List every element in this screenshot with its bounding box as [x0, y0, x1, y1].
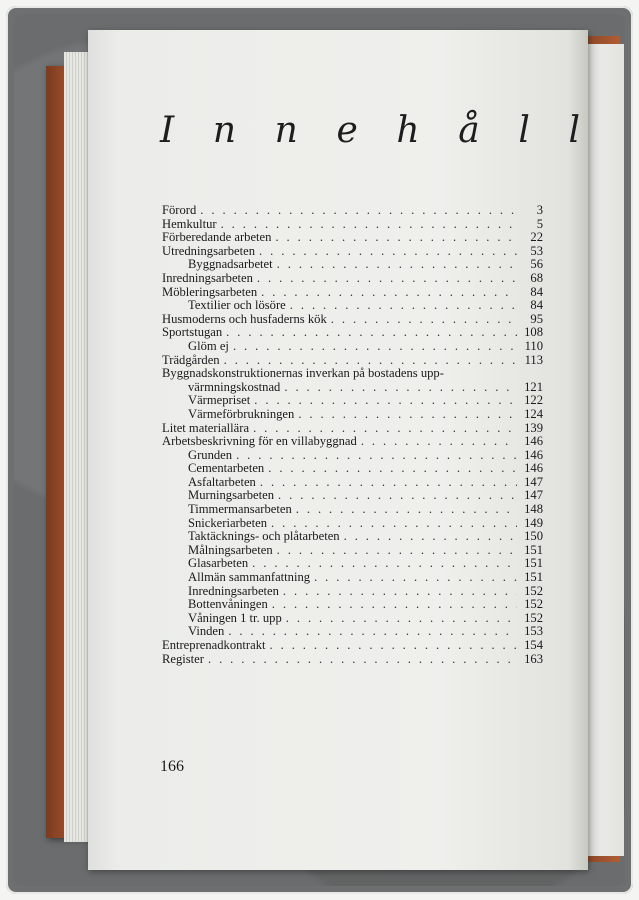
toc-entry	[162, 354, 543, 368]
toc-entry-page: 68	[530, 270, 543, 285]
heading-letter: h	[396, 110, 420, 151]
toc-entry-page: 153	[524, 624, 543, 639]
toc-entry-label: Cementarbeten	[188, 461, 265, 476]
toc-entry	[162, 557, 543, 571]
toc-entry-label: Glasarbeten	[188, 556, 249, 571]
toc-entry-label: Textilier och lösöre	[188, 298, 286, 313]
toc-leader-dots	[270, 639, 517, 653]
toc-entry-label: Sportstugan	[162, 325, 223, 340]
toc-entry-page: 139	[524, 420, 543, 435]
toc-leader-dots	[254, 394, 517, 408]
toc-entry	[162, 408, 543, 422]
toc-entry	[162, 449, 543, 463]
toc-leader-dots	[259, 245, 517, 259]
toc-entry-label: Möbleringsarbeten	[162, 284, 258, 299]
toc-entry	[162, 231, 543, 245]
toc-entry-label: Grunden	[188, 447, 233, 462]
toc-leader-dots	[284, 381, 517, 395]
toc-leader-dots	[296, 503, 517, 517]
toc-entry	[162, 653, 543, 667]
toc-entry	[162, 272, 543, 286]
toc-entry	[162, 476, 543, 490]
heading-letter: n	[212, 110, 237, 151]
toc-entry	[162, 313, 543, 327]
toc-entry-label: Register	[162, 651, 204, 666]
facing-page	[586, 44, 624, 856]
toc-entry-page: 56	[530, 257, 543, 272]
toc-entry-label: Allmän sammanfattning	[188, 570, 311, 585]
toc-entry-page: 95	[530, 311, 543, 326]
toc-entry-page: 121	[524, 379, 543, 394]
toc-leader-dots	[278, 489, 517, 503]
toc-entry	[162, 381, 543, 395]
toc-entry	[162, 544, 543, 558]
table-of-contents	[162, 204, 543, 666]
heading-letter: I	[160, 110, 175, 151]
toc-entry-page: 84	[530, 298, 543, 313]
toc-leader-dots	[277, 258, 517, 272]
toc-leader-dots	[221, 218, 517, 232]
toc-entry-label: värmningskostnad	[188, 379, 281, 394]
toc-leader-dots	[252, 557, 517, 571]
toc-entry-page: 152	[524, 610, 543, 625]
toc-leader-dots	[233, 340, 517, 354]
toc-leader-dots	[361, 435, 517, 449]
toc-entry	[162, 503, 543, 517]
heading-letter: å	[458, 110, 480, 151]
toc-leader-dots	[298, 408, 517, 422]
toc-entry-page: 146	[524, 461, 543, 476]
toc-entry-page: 149	[524, 515, 543, 530]
toc-leader-dots	[331, 313, 517, 327]
toc-entry	[162, 571, 543, 585]
toc-entry	[162, 462, 543, 476]
toc-entry-page: 147	[524, 474, 543, 489]
toc-entry	[162, 367, 543, 381]
toc-entry-label: Förberedande arbeten	[162, 230, 272, 245]
toc-leader-dots	[261, 286, 517, 300]
toc-entry-label: Byggnadskonstruktionernas inverkan på bostadens upp-	[162, 366, 444, 381]
toc-leader-dots	[268, 462, 517, 476]
toc-leader-dots	[200, 204, 517, 218]
toc-entry-page: 148	[524, 502, 543, 517]
heading-letter: l	[518, 110, 530, 151]
toc-entry	[162, 625, 543, 639]
toc-entry-page: 122	[524, 393, 543, 408]
toc-entry-page: 163	[524, 651, 543, 666]
toc-entry-page: 124	[524, 406, 543, 421]
toc-leader-dots	[272, 598, 517, 612]
toc-entry	[162, 598, 543, 612]
toc-entry	[162, 245, 543, 259]
toc-entry-page: 151	[524, 570, 543, 585]
toc-entry-label: Bottenvåningen	[188, 597, 268, 612]
toc-entry-page: 154	[524, 638, 543, 652]
toc-leader-dots	[283, 585, 517, 599]
toc-entry-label: Inredningsarbeten	[188, 583, 279, 598]
toc-entry-page: 22	[530, 230, 543, 245]
toc-leader-dots	[228, 625, 517, 639]
toc-leader-dots	[275, 231, 517, 245]
toc-leader-dots	[257, 272, 517, 286]
toc-entry-page: 110	[524, 338, 543, 353]
toc-entry	[162, 218, 543, 232]
toc-leader-dots	[314, 571, 517, 585]
toc-entry-page: 147	[524, 488, 543, 503]
heading-letter: l	[568, 110, 580, 151]
toc-entry	[162, 639, 543, 653]
toc-entry-label: Målningsarbeten	[188, 542, 273, 557]
toc-entry-page: 146	[524, 434, 543, 449]
toc-leader-dots	[226, 326, 517, 340]
toc-entry	[162, 204, 543, 218]
toc-entry-page: 84	[530, 284, 543, 299]
toc-entry	[162, 394, 543, 408]
toc-entry-page: 150	[524, 529, 543, 544]
toc-entry	[162, 489, 543, 503]
toc-entry-label: Värmeförbrukningen	[188, 406, 295, 421]
toc-entry-page: 113	[524, 352, 543, 367]
toc-entry	[162, 286, 543, 300]
toc-entry-label: Inredningsarbeten	[162, 270, 253, 285]
toc-entry-page: 108	[524, 325, 543, 340]
toc-leader-dots	[260, 476, 517, 490]
toc-entry-label: Husmoderns och husfaderns kök	[162, 311, 327, 326]
toc-entry-label: Taktäcknings- och plåtarbeten	[188, 529, 340, 544]
toc-entry-page: 146	[524, 447, 543, 462]
toc-entry	[162, 517, 543, 531]
toc-entry-label: Asfaltarbeten	[188, 474, 256, 489]
toc-entry	[162, 422, 543, 436]
toc-leader-dots	[236, 449, 517, 463]
toc-entry-label: Förord	[162, 203, 197, 217]
toc-entry-label: Murningsarbeten	[188, 488, 275, 503]
page-number: 166	[160, 758, 184, 775]
toc-entry-page: 152	[524, 583, 543, 598]
toc-entry-label: Timmermansarbeten	[188, 502, 292, 517]
toc-leader-dots	[286, 612, 517, 626]
toc-leader-dots	[277, 544, 517, 558]
toc-leader-dots	[271, 517, 517, 531]
toc-entry	[162, 299, 543, 313]
toc-entry	[162, 435, 543, 449]
toc-entry	[162, 612, 543, 626]
toc-entry-label: Värmepriset	[188, 393, 251, 408]
toc-leader-dots	[224, 354, 517, 368]
toc-entry	[162, 258, 543, 272]
toc-entry-label: Byggnadsarbetet	[188, 257, 273, 272]
toc-entry-label: Hemkultur	[162, 216, 217, 231]
toc-entry-label: Glöm ej	[188, 338, 229, 353]
toc-entry-page: 152	[524, 597, 543, 612]
toc-leader-dots	[344, 530, 517, 544]
toc-entry-page: 151	[524, 556, 543, 571]
toc-leader-dots	[208, 653, 517, 667]
toc-entry-label: Trädgården	[162, 352, 220, 367]
toc-entry-page: 151	[524, 542, 543, 557]
toc-entry	[162, 530, 543, 544]
heading-letter: e	[336, 110, 358, 151]
toc-entry	[162, 340, 543, 354]
toc-entry-label: Utredningsarbeten	[162, 243, 256, 258]
toc-entry-page: 53	[530, 243, 543, 258]
toc-entry-label: Vinden	[188, 624, 225, 639]
toc-entry-label: Entreprenadkontrakt	[162, 638, 266, 652]
toc-leader-dots	[253, 422, 517, 436]
toc-entry-label: Snickeriarbeten	[188, 515, 268, 530]
toc-entry-label: Våningen 1 tr. upp	[188, 610, 282, 625]
heading-letter: n	[274, 110, 298, 151]
toc-entry-page: 3	[536, 203, 543, 217]
toc-entry-label: Litet materiallära	[162, 420, 250, 435]
toc-leader-dots	[290, 299, 517, 313]
toc-entry-label: Arbetsbeskrivning för en villabyggnad	[162, 434, 357, 449]
toc-entry	[162, 585, 543, 599]
page-heading	[160, 110, 580, 151]
toc-entry	[162, 326, 543, 340]
toc-entry-page: 5	[536, 216, 543, 231]
